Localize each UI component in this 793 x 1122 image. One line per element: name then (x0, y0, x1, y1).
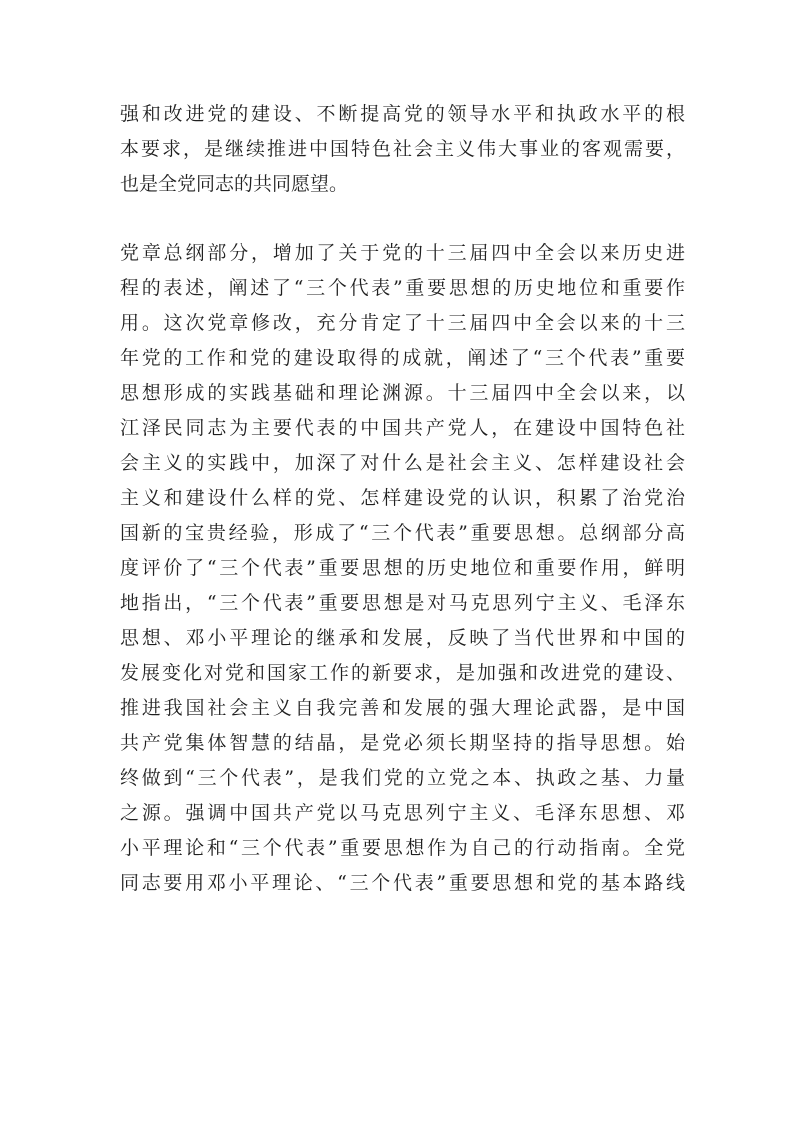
paragraph-line: 江泽民同志为主要代表的中国共产党人，在建设中国特色社 (120, 417, 685, 439)
paragraph-line: 国新的宝贵经验，形成了“三个代表”重要思想。总纲部分高 (120, 522, 685, 544)
paragraph-line: 度评价了“三个代表”重要思想的历史地位和重要作用，鲜明 (120, 557, 685, 579)
paragraph-line: 强和改进党的建设、不断提高党的领导水平和执政水平的根 (120, 103, 685, 125)
paragraph-line (120, 901, 685, 936)
paragraph-2 (120, 236, 685, 971)
paragraph-line (120, 936, 685, 971)
paragraph-line: 地指出，“三个代表”重要思想是对马克思列宁主义、毛泽东 (120, 592, 685, 614)
paragraph-line: 主义和建设什么样的党、怎样建设党的认识，积累了治党治 (120, 487, 685, 509)
paragraph-line: 本要求，是继续推进中国特色社会主义伟大事业的客观需要， (120, 138, 685, 160)
paragraph-line: 终做到“三个代表”，是我们党的立党之本、执政之基、力量 (120, 767, 685, 789)
paragraph-line: 小平理论和“三个代表”重要思想作为自己的行动指南。全党 (120, 837, 685, 859)
paragraph-line: 发展变化对党和国家工作的新要求，是加强和改进党的建设、 (120, 662, 685, 684)
paragraph-1 (120, 97, 685, 202)
paragraph-line: 思想形成的实践基础和理论渊源。十三届四中全会以来，以 (120, 382, 685, 404)
paragraph-line: 也是全党同志的共同愿望。 (120, 173, 349, 195)
paragraph-line: 用。这次党章修改，充分肯定了十三届四中全会以来的十三 (120, 312, 685, 334)
paragraph-line: 思想、邓小平理论的继承和发展，反映了当代世界和中国的 (120, 627, 685, 649)
paragraph-line: 同志要用邓小平理论、“三个代表”重要思想和党的基本路线 (120, 872, 685, 894)
paragraph-line: 推进我国社会主义自我完善和发展的强大理论武器，是中国 (120, 697, 685, 719)
paragraph-line: 程的表述，阐述了“三个代表”重要思想的历史地位和重要作 (120, 277, 685, 299)
paragraph-line: 会主义的实践中，加深了对什么是社会主义、怎样建设社会 (120, 452, 685, 474)
paragraph-line: 之源。强调中国共产党以马克思列宁主义、毛泽东思想、邓 (120, 802, 685, 824)
paragraph-line: 共产党集体智慧的结晶，是党必须长期坚持的指导思想。始 (120, 732, 685, 754)
paragraph-line: 年党的工作和党的建设取得的成就，阐述了“三个代表”重要 (120, 347, 685, 369)
paragraph-line: 党章总纲部分，增加了关于党的十三届四中全会以来历史进 (120, 242, 685, 264)
